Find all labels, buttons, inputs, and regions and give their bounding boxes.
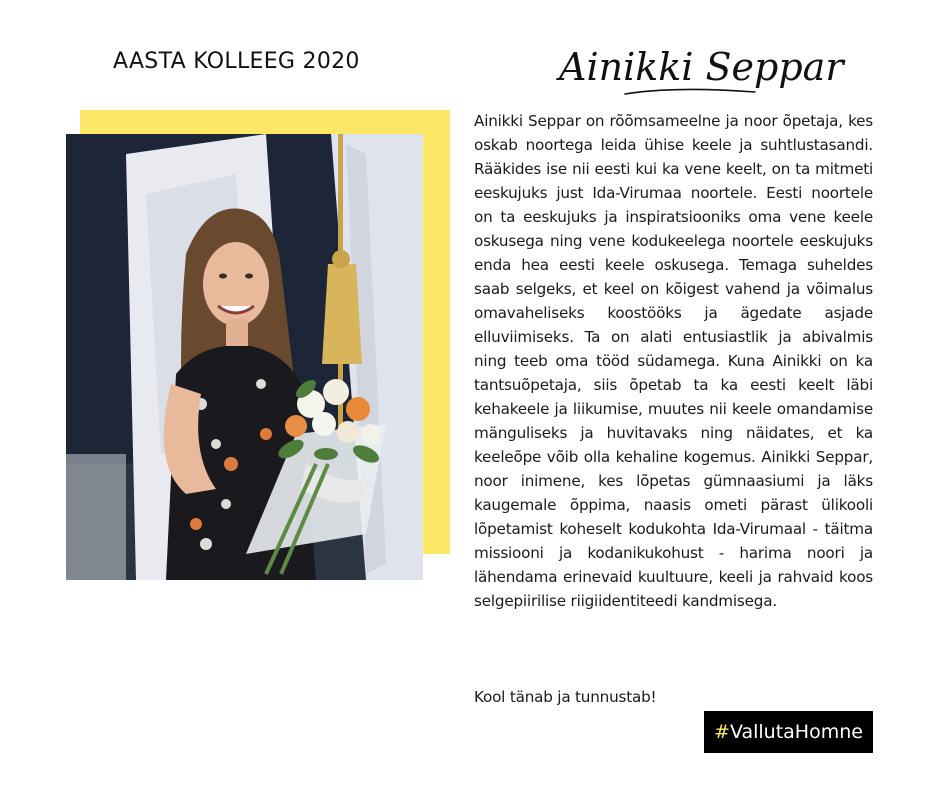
signature-graphic [555,34,844,104]
signature [555,34,844,104]
bio-paragraph: Ainikki Seppar on rõõmsameelne ja noor õpetaja, kes oskab noortega leida ühise keele ja suhtlustasandi. Rääkides ise nii eesti kui ka vene keelt, on ta mitmeti eeskujuks just Ida-Virumaa noortele. Eesti noortele on ta eeskujuks ja inspiratsiooniks oma vene keele oskusega ning vene kodukeelega noortele eeskujuks enda hea eesti keele oskusega. Temaga suheldes saab selgeks, et keel on kõigest vahend ja võimalus omavaheliseks koostööks ja ägedate asjade elluviimiseks. Ta on alati entusiastlik ja abivalmis ning teeb oma tööd südamega. Kuna Ainikki on ka tantsuõpetaja, siis õpetab ta ka eesti keelt läbi kehakeele ja liikumise, muutes nii keele omandamise mänguliseks ja huvitavaks ning näidates, et ka keeleõpe võib olla kehaline kogemus. Ainikki Seppar, noor inimene, kes lõpetas gümnaasiumi ja läks kaugemale õppima, naasis ometi pärast ülikooli lõpetamist koheselt kodukohta Ida-Virumaal - täitma missiooni ja kodanikukohust - harima noori ja lähendama erinevaid kuultuure, keeli ja rahvaid koos selgepiirilise riigiidentiteedi kandmisega. [474,112,873,610]
portrait-illustration [66,134,423,580]
page-title: AASTA KOLLEEG 2020 [113,49,360,74]
portrait-photo [66,134,423,580]
signature-text: Ainikki Seppar [559,45,844,89]
signature-flourish [625,89,755,94]
hashtag-label: VallutaHomne [729,721,863,743]
hashtag-badge [704,711,873,753]
hashtag-symbol: # [714,721,730,743]
closing-line: Kool tänab ja tunnustab! [474,688,657,706]
